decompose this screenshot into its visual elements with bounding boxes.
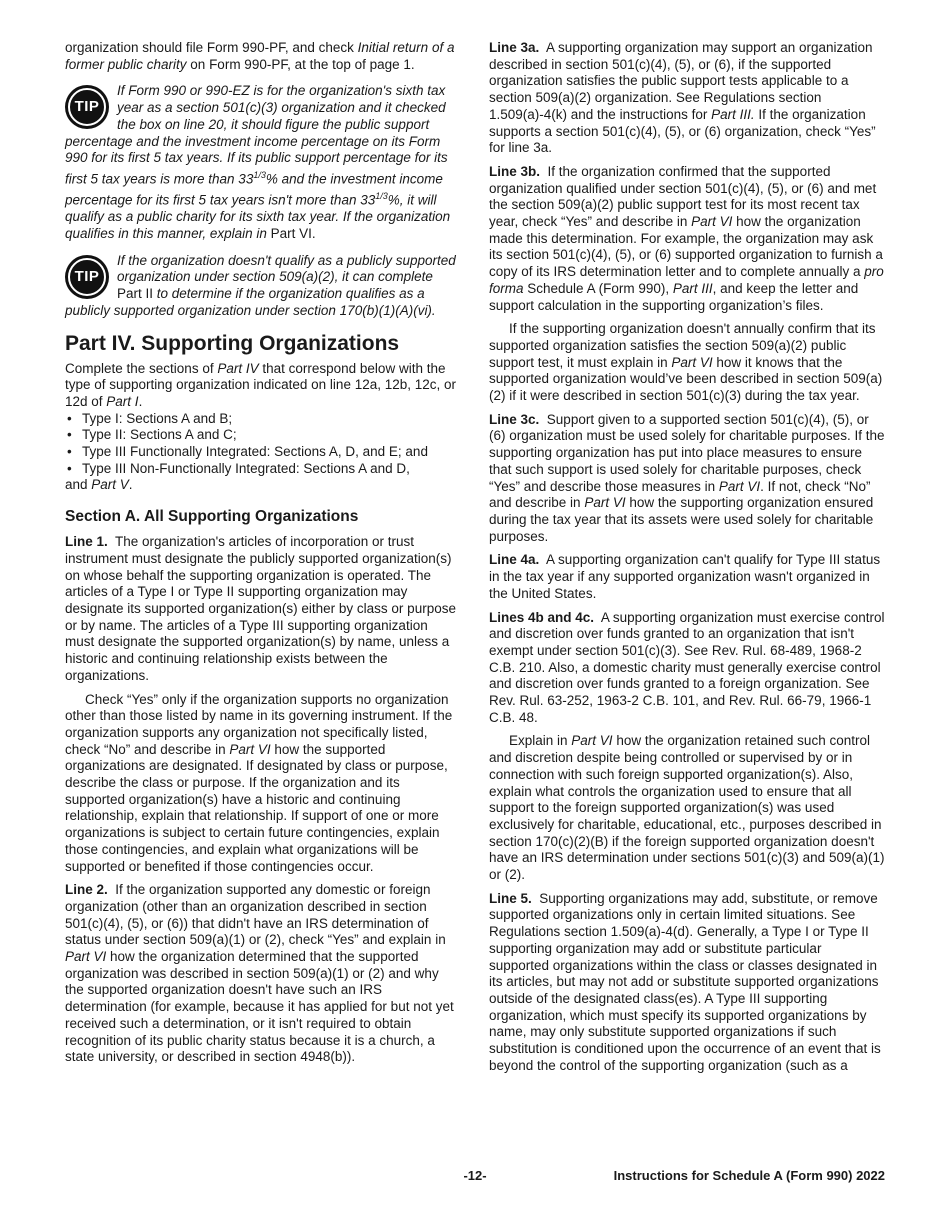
line-5-paragraph: Line 5. Supporting organizations may add, substitute, or remove supported organizations only in certain limited situations. See Regulations section 1.509(a)-4(d). Generally, a Type I or Type II supporting organization may add or substitute particular supported organizations within the class or classes designated in its articles, but may not add or substitute supported organizations outside of the designated class(es). A Type III supporting organization, which must specify its supported organizations by name, may only substitute supported organizations if such substitution is conditioned upon the occurrence of an event that is beyond the control of the supporting organization (such as a (489, 890, 881, 1073)
part-iv-intro: Complete the sections of Part IV that correspond below with the type of supporting organization indicated on line 12a, 12b, 12c, or 12d of Part I. (65, 360, 457, 409)
line-4a-paragraph: Line 4a. A supporting organization can't qualify for Type III status in the tax year if any supported organization wasn't organized in the United States. (489, 552, 881, 601)
list-continuation: and Part V. (65, 477, 133, 493)
list-item: • Type II: Sections A and C; (65, 427, 460, 444)
support-type-list (65, 411, 460, 478)
list-item: • Type I: Sections A and B; (65, 411, 460, 428)
page-number: -12- (463, 1168, 487, 1183)
intro-paragraph: organization should file Form 990-PF, and check Initial return of a former public charity on Form 990-PF, at the top of page 1. (65, 40, 455, 72)
line-3b-paragraph: Line 3b. If the organization confirmed that the supported organization qualified under section 501(c)(4), (5), or (6) and met the section 509(a)(2) public support test for its most recent tax year, check “Yes” and describe in Part VI how the organization made this determination. For example, the organization may ask its section 501(c)(4), (5), or (6) supported organization to furnish a copy of its IRS determination letter and to complete annually a pro forma Schedule A (Form 990), Part III, and keep the letter and support calculation in the supporting organization’s files. (489, 163, 884, 313)
lines-4b-4c-paragraph: Lines 4b and 4c. A supporting organization must exercise control and discretion over funds granted to an organization that isn't exempt under section 501(c)(3). See Rev. Rul. 68-489, 1968-2 C.B. 210. Also, a domestic charity must generally exercise control and discretion over funds granted to a foreign organization. See Rev. Rul. 63-252, 1963-2 C.B. 101, and Rev. Rul. 66-79, 1966-1 C.B. 48. (489, 609, 885, 725)
line-3b-paragraph-2: If the supporting organization doesn't annually confirm that its supported organization satisfies the section 509(a)(2) public support test, it must explain in Part VI how it knows that the supported organization would’ve been described in section 509(a)(2) if it were described in section 501(c)(3) during the tax year. (489, 321, 883, 404)
list-item: • Type III Non-Functionally Integrated: Sections A and D, (65, 461, 460, 478)
tip-icon: TIP (65, 255, 109, 299)
footer-title: Instructions for Schedule A (Form 990) 2022 (613, 1168, 885, 1183)
line-1-paragraph-2: Check “Yes” only if the organization supports no organization other than those listed by name in its governing instrument. If the organization supports any organization not specifically listed, check “No” and describe in Part VI how the supported organizations are designated. If designated by class or purpose, describe the class or purpose. If the organization and its supported organization(s) have a historic and continuing relationship, explain that relationship. If support of one or more organizations is subject to certain future contingencies, explain those contingencies, and explain what organizations will be supported or benefited if those contingencies occur. (65, 691, 453, 874)
left-column (65, 40, 460, 1073)
line-3a-paragraph: Line 3a. A supporting organization may support an organization described in section 501(c)(4), (5), or (6), if the supported organization satisfies the public support tests applicable to a section 509(a)(2) organization. See Regulations section 1.509(a)-4(k) and the instructions for Part III. If the organization supports a section 501(c)(4), (5), or (6) organization, check “Yes” for line 3a. (489, 40, 876, 156)
line-1-paragraph: Line 1. The organization's articles of incorporation or trust instrument must designate the publicly supported organization(s) on whose behalf the supporting organization is operated. The articles of a Type I or Type II supporting organization may designate its supported organization(s) either by class or purpose or by name. The articles of a Type III supporting organization must designate the supported organization(s) by name, unless a historic and continuing relationship exists between the organizations. (65, 534, 456, 683)
right-column (489, 40, 885, 1081)
line-2-paragraph: Line 2. If the organization supported any domestic or foreign organization (other than an organization described in section 501(c)(4), (5), or (6)) that didn't have an IRS determination of status under section 509(a)(1) or (2), check “Yes” and explain in Part VI how the organization determined that the supported organization was described in section 509(a)(1) or (2) and why the supported organization doesn't have such an IRS determination (for example, because it has applied for but not yet received such a determination, or it isn't required to obtain recognition of its public charity status because it is a church, a state university, or described in section 4948(b)). (65, 882, 454, 1065)
line-3c-paragraph: Line 3c. Support given to a supported section 501(c)(4), (5), or (6) organization must be used solely for charitable purposes. If the supporting organization has put into place measures to ensure that such support is used solely for charitable purposes, check “Yes” and describe those measures in Part VI. If not, check “No” and describe in Part VI how the supporting organization ensured during the tax year that its assets were used solely for charitable purposes. (489, 411, 885, 544)
tip-icon: TIP (65, 85, 109, 129)
list-item: • Type III Functionally Integrated: Sections A, D, and E; and (65, 444, 460, 461)
section-a-heading: Section A. All Supporting Organizations (65, 508, 359, 526)
lines-4b-4c-paragraph-2: Explain in Part VI how the organization retained such control and discretion despite being controlled or supervised by or in connection with such foreign supported organization(s). Also, explain what controls the organization used to ensure that all support to the foreign supported organization(s) was used exclusively for charitable, educational, etc., purposes described in section 170(c)(2)(B) if the foreign supported organization doesn't have an IRS determination under sections 501(c)(3) and 509(a)(1) or (2). (489, 733, 885, 883)
tip-block-1: TIP If Form 990 or 990-EZ is for the organization's sixth tax year as a section 501(c)(3) organization and it checked the box on line 20, it should figure the public support percentage and the investment income percentage on its Form 990 for its first 5 tax years. If its public support percentage for its first 5 tax years is more than $33^{1/3}\%$ and the investment income percentage for its first 5 tax years isn't more than $33^{1/3}\%$, it will qualify as a public charity for its sixth tax year. If the organization qualifies in this manner, explain in Part VI. (65, 83, 451, 242)
part-iv-heading: Part IV. Supporting Organizations (65, 331, 400, 355)
tip-block-2: TIP If the organization doesn't qualify as a publicly supported organization under section 509(a)(2), it can complete Part II to determine if the organization qualifies as a publicly supported organization under section 170(b)(1)(A)(vi). (65, 252, 456, 318)
